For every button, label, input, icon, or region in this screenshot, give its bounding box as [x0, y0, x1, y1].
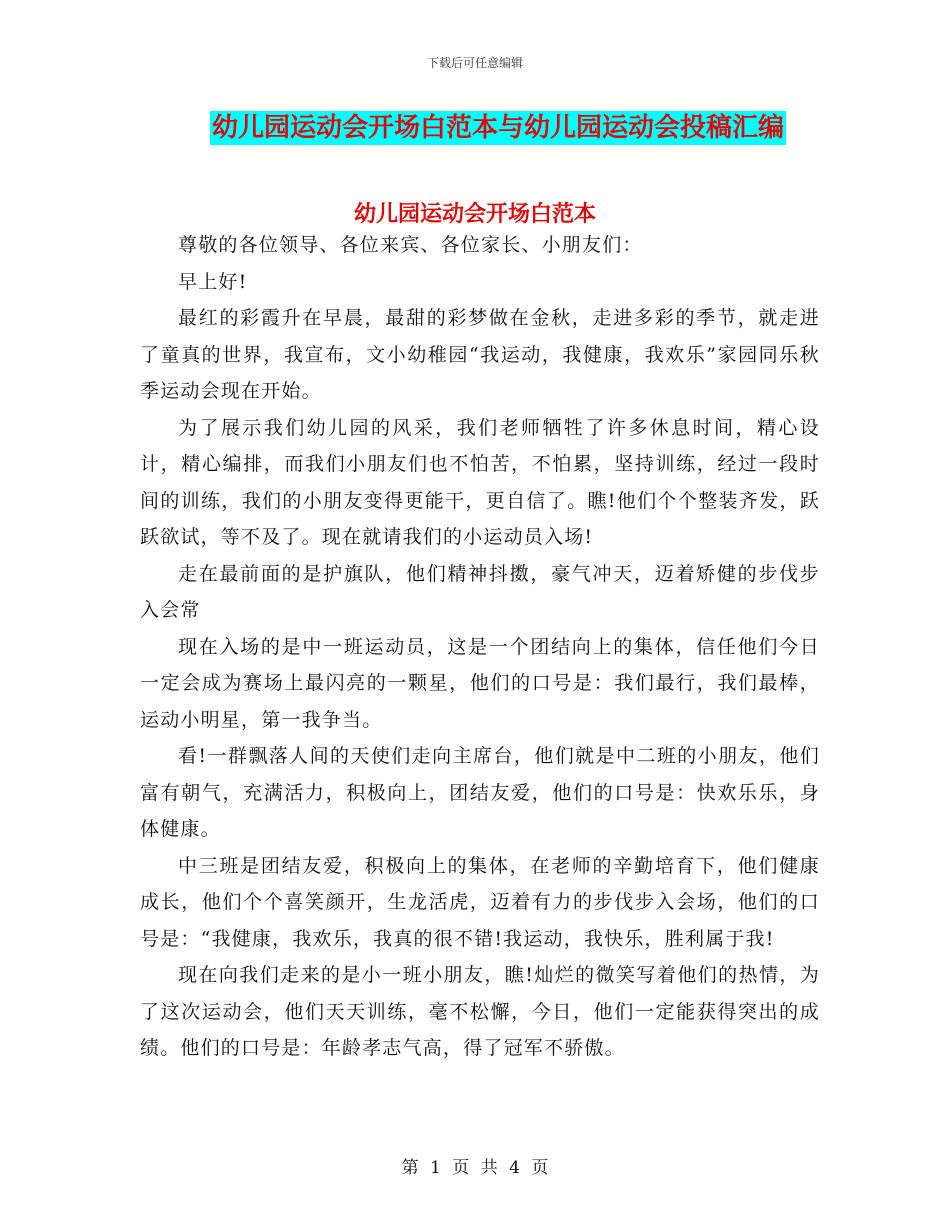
- main-title: 幼儿园运动会开场白范本与幼儿园运动会投稿汇编: [211, 113, 784, 143]
- paragraph-3: 最红的彩霞升在早晨，最甜的彩梦做在金秋，走进多彩的季节，就走进了童真的世界，我宣布，文小幼稚园“我运动，我健康，我欢乐”家园同乐秋季运动会现在开始。: [140, 307, 820, 402]
- paragraph-5: 走在最前面的是护旗队，他们精神抖擞，豪气冲天，迈着矫健的步伐步入会常: [140, 562, 820, 621]
- page-indicator: 第 1 页 共 4 页: [401, 1158, 549, 1178]
- body-text: [140, 227, 820, 1067]
- paragraph-1: 尊敬的各位领导、各位来宾、各位家长、小朋友们：: [178, 234, 643, 256]
- paragraph-4: 为了展示我们幼儿园的风采，我们老师牺牲了许多休息时间，精心设计，精心编排，而我们小朋友们也不怕苦，不怕累，坚持训练，经过一段时间的训练，我们的小朋友变得更能干，更自信了。瞧!他们个个整装齐发，跃跃欲试，等不及了。现在就请我们的小运动员入场!: [140, 416, 820, 548]
- paragraph-2: 早上好!: [178, 270, 248, 293]
- paragraph-8: 中三班是团结友爱，积极向上的集体，在老师的辛勤培育下，他们健康成长，他们个个喜笑颜开，生龙活虎，迈着有力的步伐步入会场，他们的口号是：“我健康，我欢乐，我真的很不错!我运动，我快乐，胜利属于我!: [140, 854, 820, 950]
- header-note: 下载后可任意编辑: [426, 56, 523, 70]
- paragraph-9: 现在向我们走来的是小一班小朋友，瞧!灿烂的微笑写着他们的热情，为了这次运动会，他们天天训练，毫不松懈，今日，他们一定能获得突出的成绩。他们的口号是：年龄孝志气高，得了冠军不骄傲。: [140, 964, 820, 1059]
- paragraph-7: 看!一群飘落人间的天使们走向主席台，他们就是中二班的小朋友，他们富有朝气，充满活力，积极向上，团结友爱，他们的口号是：快欢乐乐，身体健康。: [140, 745, 820, 840]
- paragraph-6: 现在入场的是中一班运动员，这是一个团结向上的集体，信任他们今日一定会成为赛场上最闪亮的一颗星，他们的口号是：我们最行，我们最棒，运动小明星，第一我争当。: [140, 635, 820, 731]
- main-title-container: [0, 111, 950, 145]
- section-title: 幼儿园运动会开场白范本: [353, 202, 596, 227]
